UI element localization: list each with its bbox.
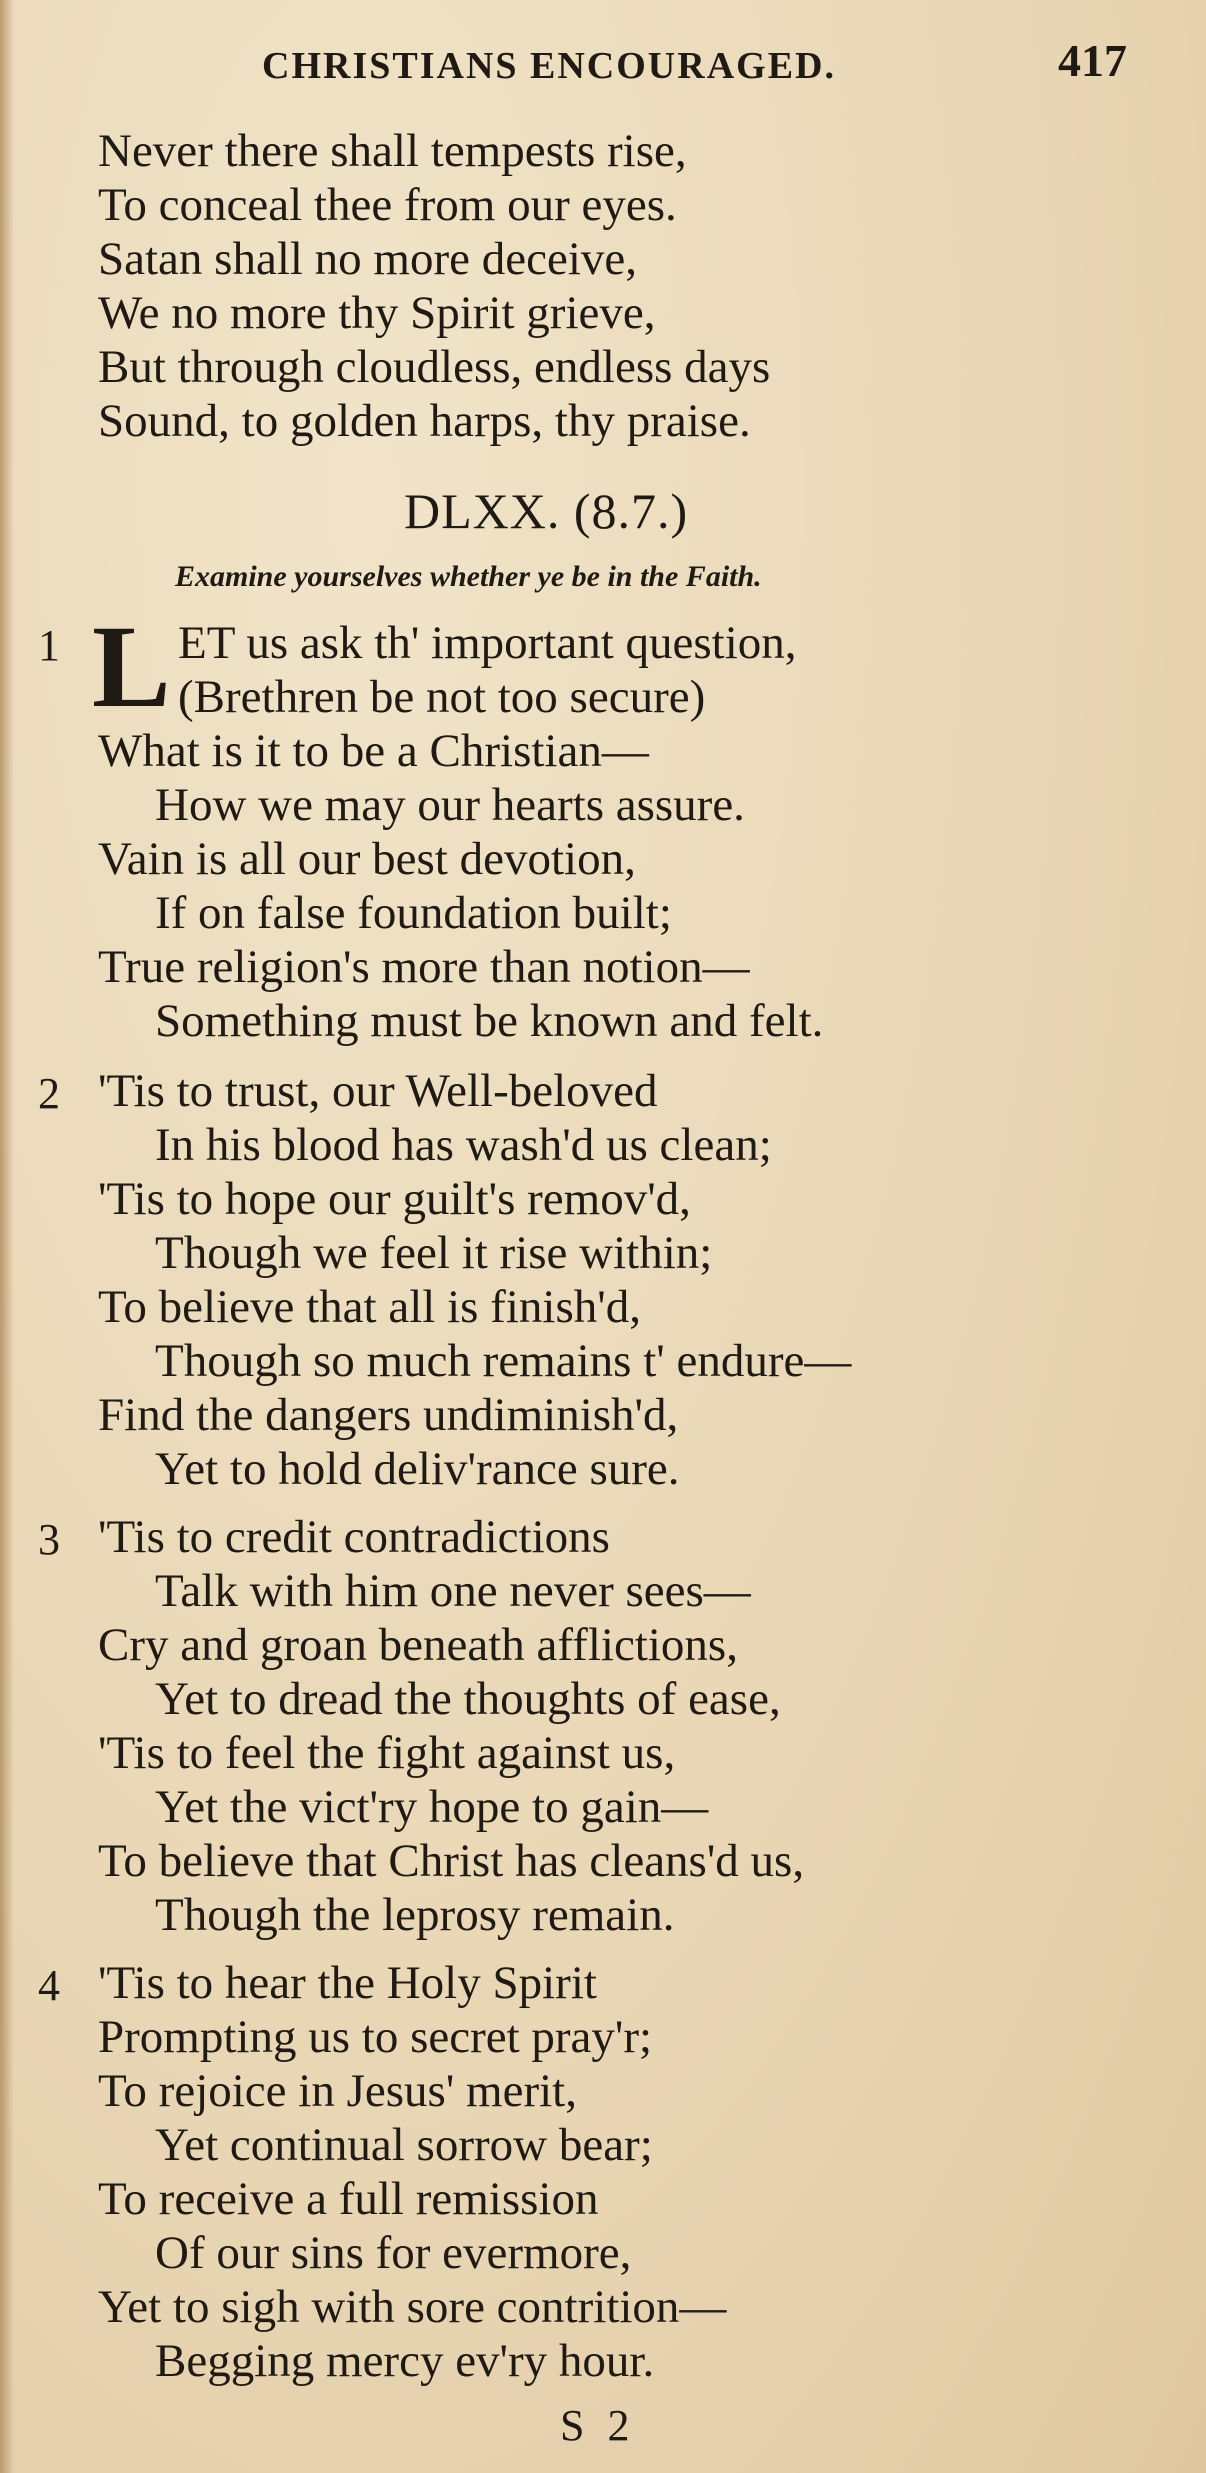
poem-line: Cry and groan beneath afflictions, [98, 1619, 738, 1671]
poem-line: To receive a full remission [98, 2173, 599, 2225]
poem-line: Though so much remains t' endure— [155, 1335, 852, 1387]
poem-line: 'Tis to credit contradictions [98, 1511, 610, 1563]
page-number: 417 [1058, 35, 1127, 86]
poem-line: Of our sins for evermore, [155, 2227, 632, 2279]
poem-line: Yet to sigh with sore contrition— [98, 2281, 727, 2333]
poem-line: 'Tis to hear the Holy Spirit [98, 1957, 597, 2009]
poem-line: Yet continual sorrow bear; [155, 2119, 653, 2171]
poem-line: Talk with him one never sees— [155, 1565, 751, 1617]
poem-line: In his blood has wash'd us clean; [155, 1119, 772, 1171]
poem-line: To rejoice in Jesus' merit, [98, 2065, 577, 2117]
verse-number: 1 [38, 621, 60, 670]
poem-line: Vain is all our best devotion, [98, 833, 636, 885]
poem-line: Never there shall tempests rise, [98, 125, 687, 177]
poem-line: Begging mercy ev'ry hour. [155, 2335, 655, 2387]
hymn-number: DLXX. (8.7.) [404, 483, 689, 539]
poem-line: Yet to dread the thoughts of ease, [155, 1673, 781, 1725]
poem-line: To conceal thee from our eyes. [98, 179, 677, 231]
poem-line: Something must be known and felt. [155, 995, 824, 1047]
verse-number: 4 [38, 1961, 60, 2010]
page-header [0, 30, 1206, 90]
verse-number: 3 [38, 1515, 60, 1564]
poem-line: Sound, to golden harps, thy praise. [98, 395, 751, 447]
poem-line: Yet the vict'ry hope to gain— [155, 1781, 709, 1833]
poem-line: 'Tis to hope our guilt's remov'd, [98, 1173, 691, 1225]
running-head: CHRISTIANS ENCOURAGED. [262, 45, 836, 87]
poem-line: Prompting us to secret pray'r; [98, 2011, 653, 2063]
poem-line: Though we feel it rise within; [155, 1227, 713, 1279]
poem-line: 'Tis to feel the fight against us, [98, 1727, 676, 1779]
poem-line: To believe that all is finish'd, [98, 1281, 641, 1333]
poem-line: But through cloudless, endless days [98, 341, 771, 393]
poem-line: To believe that Christ has cleans'd us, [98, 1835, 805, 1887]
poem-line: How we may our hearts assure. [155, 779, 745, 831]
poem-line: Find the dangers undiminish'd, [98, 1389, 679, 1441]
poem-line: True religion's more than notion— [98, 941, 750, 993]
poem-line: We no more thy Spirit grieve, [98, 287, 656, 339]
signature-mark: S 2 [560, 2401, 636, 2450]
poem-line: If on false foundation built; [155, 887, 672, 939]
poem-line: Yet to hold deliv'rance sure. [155, 1443, 680, 1495]
poem-line: (Brethren be not too secure) [178, 671, 706, 723]
drop-cap: L [92, 601, 171, 732]
poem-line: Satan shall no more deceive, [98, 233, 638, 285]
binding-edge [0, 0, 14, 2473]
verse-number: 2 [38, 1069, 60, 1118]
poem-line: What is it to be a Christian— [98, 725, 649, 777]
poem-line: 'Tis to trust, our Well-beloved [98, 1065, 658, 1117]
poem-line: ET us ask th' important question, [178, 617, 797, 669]
hymn-subtitle: Examine yourselves whether ye be in the Faith. [175, 560, 762, 593]
poem-line: Though the leprosy remain. [155, 1889, 675, 1941]
